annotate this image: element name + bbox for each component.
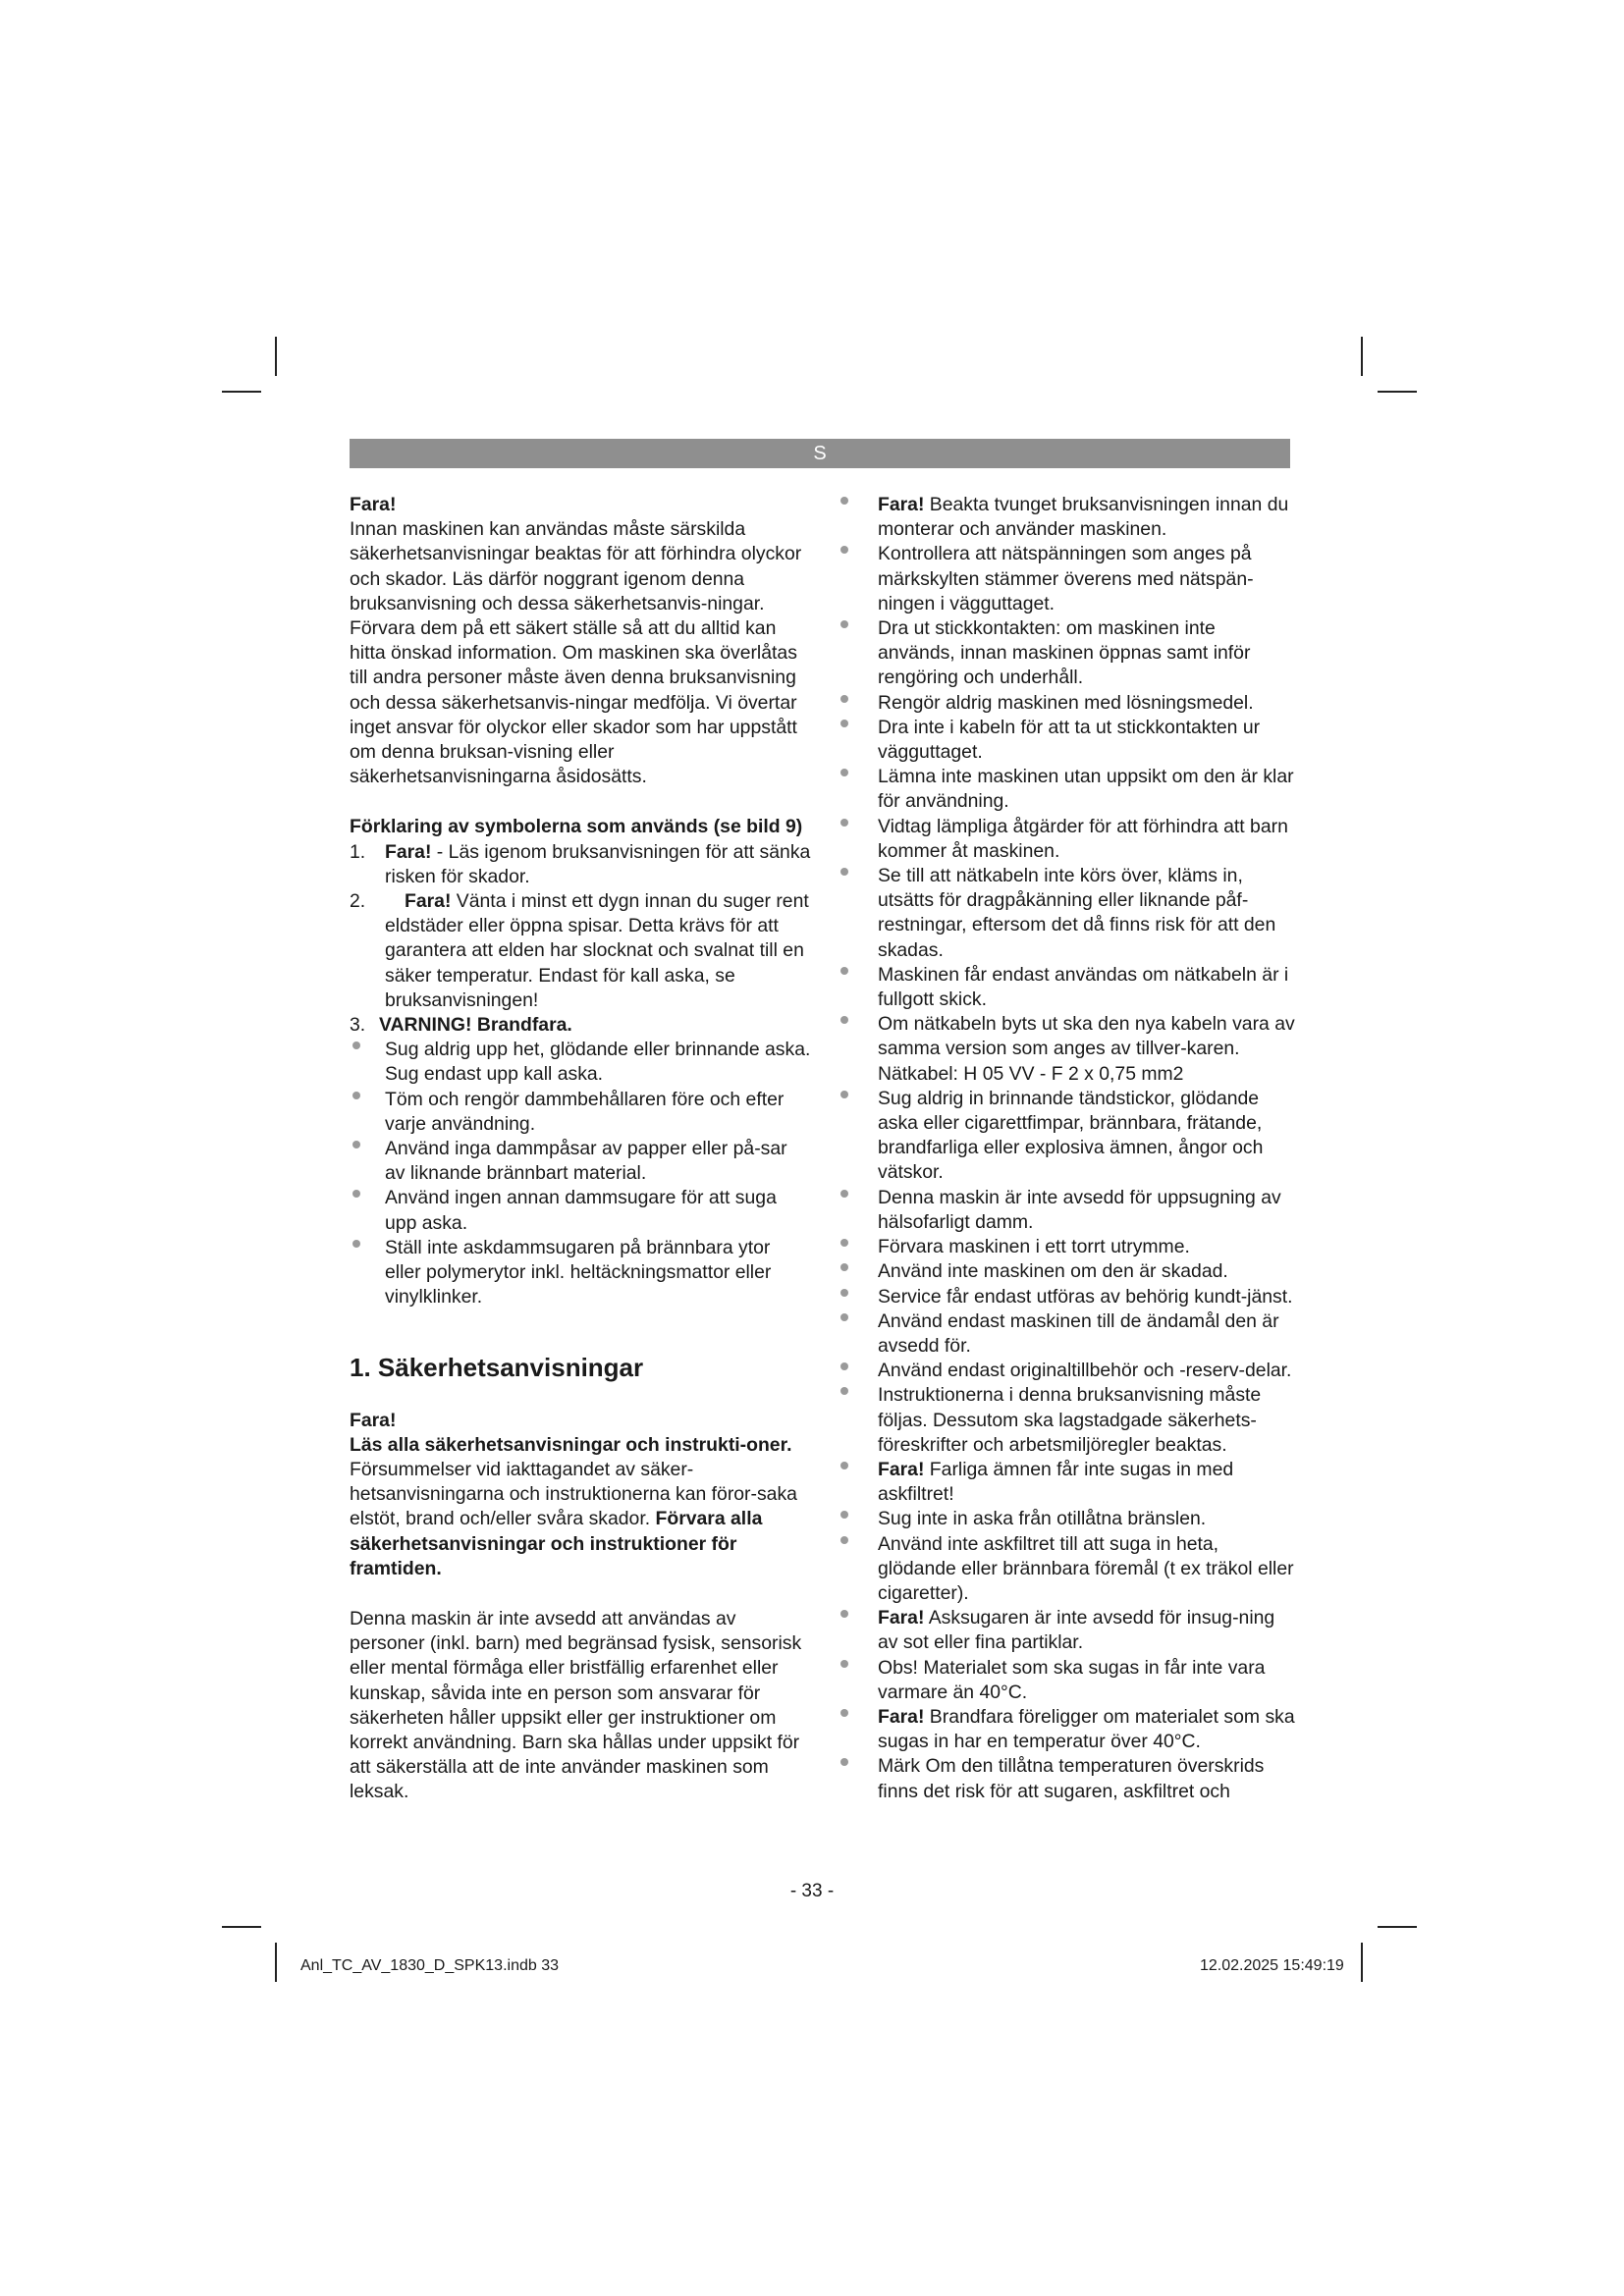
language-header-bar [350, 439, 1290, 468]
item-bold: VARNING! Brandfara. [379, 1014, 572, 1037]
danger-heading: Fara! [350, 494, 397, 515]
list-item: Ställ inte askdammsugaren på brännbara ytor eller polymerytor inkl. heltäckningsmattor eller vinylklinker. [350, 1236, 811, 1310]
crop-mark-top-left-horizontal [222, 391, 261, 393]
item-text: - Läs igenom bruksanvisningen för att sänka risken för skador. [385, 840, 811, 887]
list-item: Fara! Beakta tvunget bruksanvisningen innan du monterar och använder maskinen. [835, 493, 1296, 542]
right-column [835, 493, 1296, 1804]
list-item: Dra ut stickkontakten: om maskinen inte används, innan maskinen öppnas samt inför rengöring och underhåll. [835, 616, 1296, 691]
item-number: 2. [350, 890, 366, 913]
bullet-icon [840, 1536, 848, 1544]
bullet-icon [840, 1709, 848, 1717]
list-item: Denna maskin är inte avsedd för uppsugning av hälsofarligt damm. [835, 1186, 1296, 1235]
bullet-icon [840, 1263, 848, 1271]
list-item: Om nätkabeln byts ut ska den nya kabeln vara av samma version som anges av tillver-karen. Nätkabel: H 05 VV - F 2 x 0,75 mm2 [835, 1012, 1296, 1087]
bullet-icon [352, 1141, 360, 1148]
bullet-icon [840, 769, 848, 776]
list-item: Fara! Asksugaren är inte avsedd för insug-ning av sot eller fina partiklar. [835, 1606, 1296, 1655]
crop-mark-top-right-vertical [1361, 337, 1363, 376]
list-item: Service får endast utföras av behörig kundt-jänst. [835, 1285, 1296, 1309]
list-item: Fara! Farliga ämnen får inte sugas in med askfiltret! [835, 1458, 1296, 1507]
item-bold: Fara! [405, 890, 452, 913]
bullet-icon [352, 1092, 360, 1099]
bullet-icon [840, 868, 848, 876]
bullet-icon [840, 1511, 848, 1519]
list-item: Förvara maskinen i ett torrt utrymme. [835, 1235, 1296, 1259]
bullet-icon [840, 1289, 848, 1297]
list-item: Använd ingen annan dammsugare för att suga upp aska. [350, 1186, 811, 1235]
list-item: Obs! Materialet som ska sugas in får inte vara varmare än 40°C. [835, 1656, 1296, 1705]
bullet-icon [840, 1239, 848, 1247]
list-item: Sug aldrig upp het, glödande eller brinnande aska. Sug endast upp kall aska. [350, 1038, 811, 1087]
persons-paragraph: Denna maskin är inte avsedd att användas av personer (inkl. barn) med begränsad fysisk, sensorisk eller mental förmåga eller bristfällig erfarenhet eller kunskap, såvida inte en person som ansvarar för säkerheten håller uppsikt eller ger instruktioner om korrekt användning. Barn ska hållas under uppsikt för att säkerställa att de inte använder maskinen som leksak. [350, 1607, 802, 1803]
section-title: 1. Säkerhetsanvisningar [350, 1352, 644, 1382]
bullet-icon [840, 1362, 848, 1370]
list-item: Använd inte maskinen om den är skadad. [835, 1259, 1296, 1284]
bullet-icon [840, 1091, 848, 1098]
list-item: Se till att nätkabeln inte körs över, kläms in, utsätts för dragpåkänning eller liknande påf-restningar, eftersom det då finns risk för att den skadas. [835, 864, 1296, 963]
list-item: Rengör aldrig maskinen med lösningsmedel. [835, 691, 1296, 716]
footer-timestamp: 12.02.2025 15:49:19 [1200, 1957, 1344, 1974]
list-item: Sug aldrig in brinnande tändstickor, glödande aska eller cigarettfimpar, brännbara, frätande, brandfarliga eller explosiva ämnen, ångor och vätskor. [835, 1087, 1296, 1186]
bullet-icon [840, 1313, 848, 1321]
crop-mark-bottom-left-vertical [275, 1943, 277, 1982]
crop-mark-bottom-left-horizontal [222, 1926, 261, 1928]
left-column [350, 493, 811, 1805]
bullet-icon [840, 1462, 848, 1469]
list-item: Kontrollera att nätspänningen som anges på märkskylten stämmer överens med nätspän-ningen i vägguttaget. [835, 542, 1296, 616]
list-item: Lämna inte maskinen utan uppsikt om den är klar för användning. [835, 765, 1296, 814]
danger-heading-2: Fara! [350, 1409, 397, 1431]
list-item: Använd endast maskinen till de ändamål den är avsedd för. [835, 1309, 1296, 1359]
bullet-icon [840, 546, 848, 554]
bullet-icon [352, 1041, 360, 1049]
bullet-icon [840, 819, 848, 827]
list-item: Vidtag lämpliga åtgärder för att förhindra att barn kommer åt maskinen. [835, 815, 1296, 864]
bullet-icon [840, 497, 848, 505]
list-item: Använd inte askfiltret till att suga in heta, glödande eller brännbara föremål (t ex träkol eller cigaretter). [835, 1532, 1296, 1607]
bullet-icon [840, 1190, 848, 1198]
item-number: 1. [350, 840, 366, 863]
list-item: Använd endast originaltillbehör och -reserv-delar. [835, 1359, 1296, 1383]
bullet-icon [840, 1758, 848, 1766]
list-item: Fara! Brandfara föreligger om materialet som ska sugas in har en temperatur över 40°C. [835, 1705, 1296, 1754]
symbol-item-1 [350, 840, 811, 889]
crop-mark-top-left-vertical [275, 337, 277, 376]
footer-filename: Anl_TC_AV_1830_D_SPK13.indb 33 [300, 1957, 559, 1974]
crop-mark-bottom-right-horizontal [1378, 1926, 1417, 1928]
page-number: - 33 - [789, 1881, 835, 1901]
fire-hazard-list [350, 1038, 811, 1309]
crop-mark-bottom-right-vertical [1361, 1943, 1363, 1982]
symbols-heading: Förklaring av symbolerna som används (se bild 9) [350, 816, 803, 838]
bullet-icon [840, 695, 848, 703]
bullet-icon [352, 1190, 360, 1198]
list-item: Maskinen får endast användas om nätkabeln är i fullgott skick. [835, 963, 1296, 1012]
symbol-item-2 [350, 889, 811, 1013]
symbol-item-3 [350, 1013, 811, 1038]
bullet-icon [840, 720, 848, 727]
list-item: Töm och rengör dammbehållaren före och efter varje användning. [350, 1088, 811, 1137]
crop-mark-top-right-horizontal [1378, 391, 1417, 393]
list-item: Märk Om den tillåtna temperaturen överskrids finns det risk för att sugaren, askfiltret och [835, 1754, 1296, 1803]
bullet-icon [840, 620, 848, 628]
item-bold: Fara! [385, 840, 432, 863]
list-item: Använd inga dammpåsar av papper eller på-sar av liknande brännbart material. [350, 1137, 811, 1186]
safety-list [835, 493, 1296, 1804]
bullet-icon [840, 967, 848, 975]
bullet-icon [840, 1387, 848, 1395]
list-item: Sug inte in aska från otillåtna bränslen. [835, 1507, 1296, 1531]
read-instructions-paragraph: Läs alla säkerhetsanvisningar och instrukti-oner. Försummelser vid iakttagandet av säker-hetsanvisningarna och instruktionerna kan föror-saka elstöt, brand och/eller svåra skador. Förvara alla säkerhetsanvisningar och instruktioner för framtiden. [350, 1433, 797, 1579]
bullet-icon [840, 1610, 848, 1618]
bullet-icon [352, 1240, 360, 1248]
list-item: Instruktionerna i denna bruksanvisning måste följas. Dessutom ska lagstadgade säkerhets-föreskrifter och arbetsmiljöregler beaktas. [835, 1383, 1296, 1458]
item-number: 3. [350, 1014, 366, 1037]
bullet-icon [840, 1660, 848, 1668]
intro-paragraph: Innan maskinen kan användas måste särskilda säkerhetsanvisningar beaktas för att förhindra olyckor och skador. Läs därför noggrant igenom denna bruksanvisning och dessa säkerhetsanvis-ningar. Förvara dem på ett säkert ställe så att du alltid kan hitta önskad information. Om maskinen ska överlåtas till andra personer måste även denna bruksanvisning och dessa säkerhetsanvis-ningar medfölja. Vi övertar inget ansvar för olyckor eller skador som har uppstått om denna bruksan-visning eller säkerhetsanvisningarna åsidosätts. [350, 518, 802, 788]
item-text: Vänta i minst ett dygn innan du suger rent eldstäder eller öppna spisar. Detta krävs för att garantera att elden har slocknat och svalnat till en säker temperatur. Endast för kall aska, se bruksanvisningen! [385, 890, 809, 1011]
list-item: Dra inte i kabeln för att ta ut stickkontakten ur vägguttaget. [835, 716, 1296, 765]
language-code: S [813, 443, 827, 464]
bullet-icon [840, 1016, 848, 1024]
